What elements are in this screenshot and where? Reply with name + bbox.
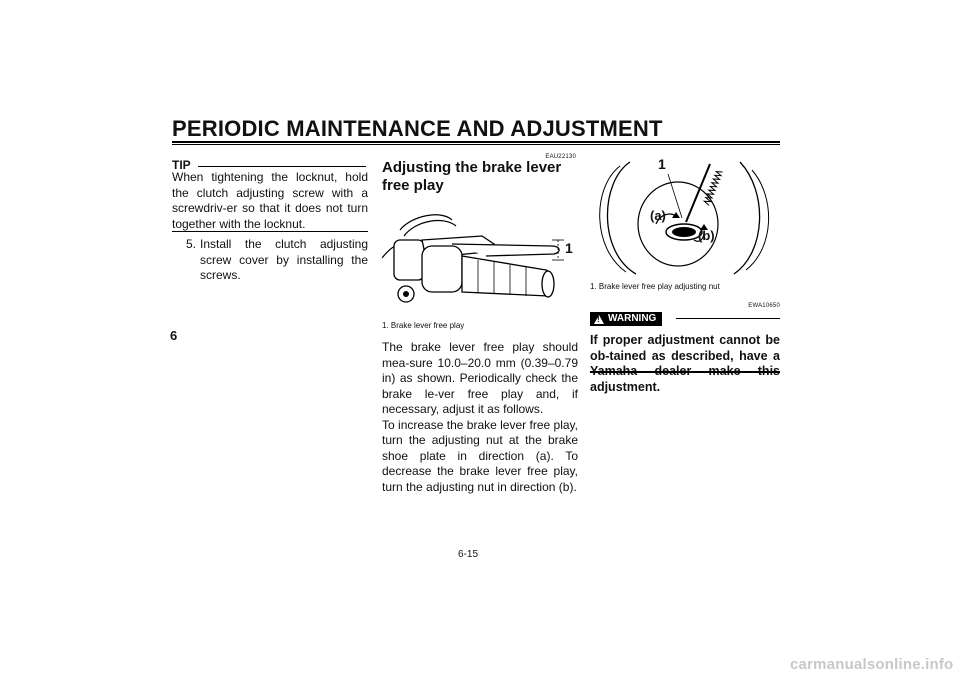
brake-lever-figure xyxy=(382,200,578,312)
warning-header xyxy=(590,312,780,326)
figure2-caption: 1. Brake lever free play adjusting nut xyxy=(590,282,720,291)
header-rule-thin xyxy=(172,144,780,145)
header-rule xyxy=(172,141,780,143)
brake-lever-illustration xyxy=(382,200,578,312)
section-heading: Adjusting the brake lever free play xyxy=(382,159,562,194)
brake-paragraph-1: The brake lever free play should mea-sure 10.0–20.0 mm (0.39–0.79 in) as shown. Periodically check the brake le-ver free play and, if necessary, adjust it as follows. xyxy=(382,340,578,416)
section-code: EAU22130 xyxy=(545,154,576,160)
adjusting-nut-figure xyxy=(590,152,780,276)
chapter-tab: 6 xyxy=(170,328,178,343)
figure1-callout: 1 xyxy=(565,240,573,256)
step-number: 5. xyxy=(185,237,196,251)
warning-rule xyxy=(590,371,780,373)
watermark: carmanualsonline.info xyxy=(790,656,954,673)
warning-badge xyxy=(590,312,662,326)
brake-shoe-plate-illustration xyxy=(590,152,780,276)
step-text: Install the clutch adjusting screw cover by installing the screws. xyxy=(200,237,368,282)
tip-rule xyxy=(198,166,366,167)
tip-label: TIP xyxy=(172,158,191,172)
warning-text: If proper adjustment cannot be ob-tained as described, have a adjustment. xyxy=(590,333,780,394)
brake-paragraphs xyxy=(382,340,578,495)
figure2-label-b: (b) xyxy=(698,228,715,243)
page-title: PERIODIC MAINTENANCE AND ADJUSTMENT xyxy=(172,116,663,141)
page-number: 6-15 xyxy=(458,549,479,560)
tip-text: When tightening the locknut, hold the clutch adjusting screw with a screwdriv-er so that it does not turn together with the locknut. xyxy=(172,170,368,231)
tip-rule-bottom xyxy=(172,231,368,232)
brake-paragraph-2: To increase the brake lever free play, turn the adjusting nut at the brake shoe plate in direction (a). To decrease the brake lever free play, turn the adjusting nut in direction (b). xyxy=(382,417,578,494)
warning-code: EWA10650 xyxy=(748,303,780,309)
warning-label: WARNING xyxy=(608,313,657,324)
figure2-label-a: (a) xyxy=(650,208,666,223)
figure1-caption: 1. Brake lever free play xyxy=(382,321,465,330)
step-5 xyxy=(172,237,368,284)
figure2-callout: 1 xyxy=(658,156,666,172)
warning-header-rule xyxy=(676,318,780,319)
warning-triangle-icon xyxy=(594,315,604,324)
